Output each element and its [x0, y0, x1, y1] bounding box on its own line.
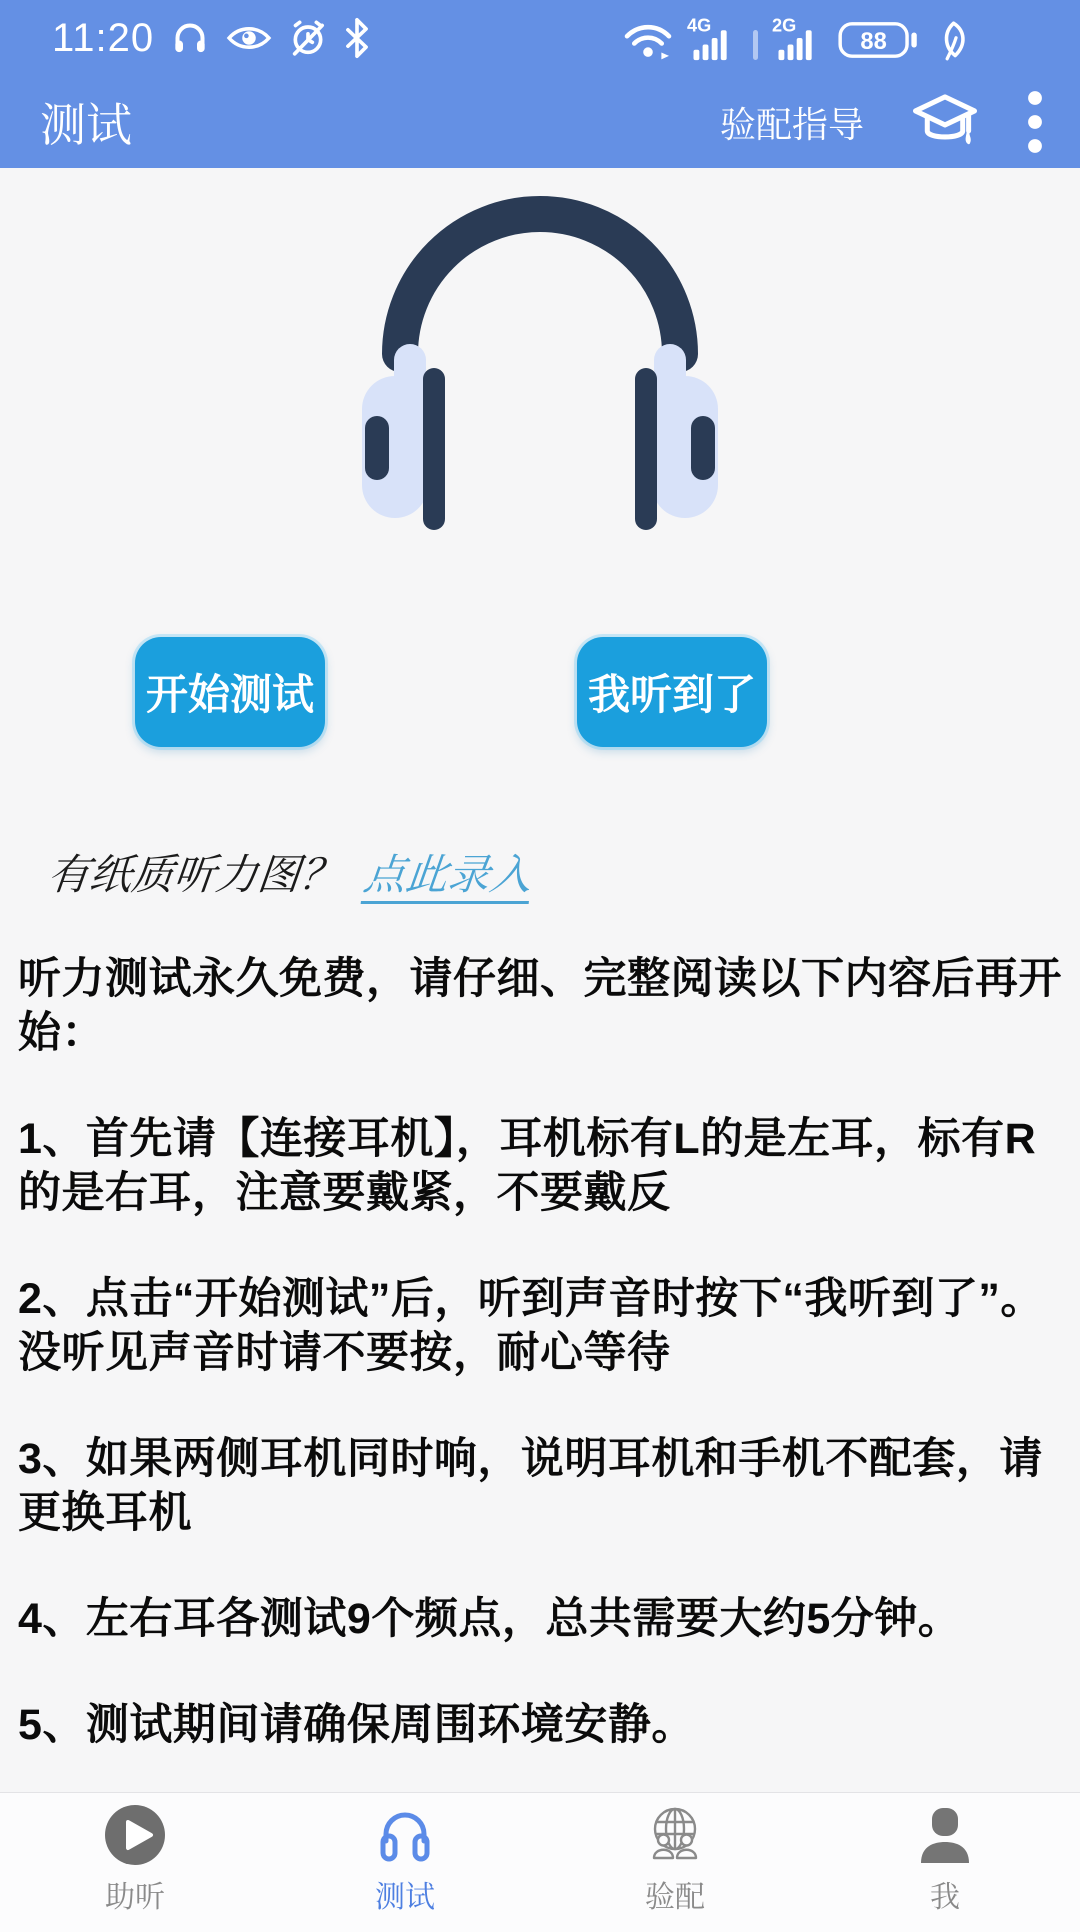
overflow-menu-icon[interactable]: [1026, 89, 1044, 155]
network-4g-label: 4G: [687, 15, 712, 36]
app-bar: [0, 76, 1080, 168]
nav-label-fitting: 验配: [645, 1881, 705, 1914]
network-2g-label: 2G: [772, 15, 797, 36]
play-icon: [103, 1803, 167, 1867]
instruction-item-3: 3、如果两侧耳机同时响，说明耳机和手机不配套，请更换耳机: [18, 1435, 1043, 1537]
status-bar-left: [52, 16, 370, 61]
alarm-off-icon: [288, 18, 328, 58]
instruction-item-2: 2、点击“开始测试”后，听到声音时按下“我听到了”。没听见声音时请不要按，耐心等待: [18, 1275, 1044, 1377]
audiogram-question: 有纸质听力图？: [45, 851, 345, 898]
eye-icon: [226, 20, 272, 56]
nav-tab-me[interactable]: [810, 1793, 1080, 1932]
battery-icon: [838, 18, 920, 62]
wifi-icon: [623, 20, 673, 62]
instruction-item-5: 5、测试期间请确保周围环境安静。: [18, 1701, 695, 1749]
fitting-guide-button[interactable]: 验配指导: [719, 103, 864, 145]
start-test-button[interactable]: 开始测试: [135, 637, 325, 747]
nav-label-hearing-aid: 助听: [105, 1881, 165, 1914]
signal-2g-icon: [772, 14, 824, 62]
profile-icon: [913, 1803, 977, 1867]
status-bar: [0, 0, 1080, 76]
nav-label-test: 测试: [375, 1881, 435, 1914]
status-bar-right: [623, 14, 1028, 62]
bottom-nav: [0, 1792, 1080, 1932]
bluetooth-icon: [344, 18, 370, 58]
sim-divider: [753, 30, 758, 60]
heard-it-button[interactable]: 我听到了: [577, 637, 767, 747]
instructions-intro: 听力测试永久免费，请仔细、完整阅读以下内容后再开始：: [18, 955, 1062, 1057]
headset-icon: [170, 18, 210, 58]
headphones-illustration: [310, 178, 770, 538]
fitting-globe-icon: [643, 1803, 707, 1867]
enter-audiogram-link[interactable]: 点此录入: [361, 851, 535, 904]
headphones-icon: [373, 1803, 437, 1867]
nav-tab-fitting[interactable]: [540, 1793, 810, 1932]
leaf-icon: [934, 20, 970, 62]
clock: 11:20: [52, 15, 155, 60]
nav-tab-test[interactable]: [270, 1793, 540, 1932]
nav-label-me: 我: [930, 1881, 960, 1914]
app-bar-actions: [720, 89, 1044, 155]
instruction-item-4: 4、左右耳各测试9个频点，总共需要大约5分钟。: [18, 1595, 962, 1643]
battery-percent: 88: [860, 29, 887, 56]
signal-4g-icon: [687, 14, 739, 62]
graduation-cap-icon[interactable]: [908, 91, 982, 153]
audiogram-prompt: [45, 842, 535, 902]
instruction-item-1: 1、首先请【连接耳机】，耳机标有L的是左耳，标有R的是右耳，注意要戴紧，不要戴反: [18, 1115, 1037, 1217]
page-title: 测试: [40, 99, 132, 151]
instructions-section: [18, 952, 1062, 1804]
nav-tab-hearing-aid[interactable]: [0, 1793, 270, 1932]
